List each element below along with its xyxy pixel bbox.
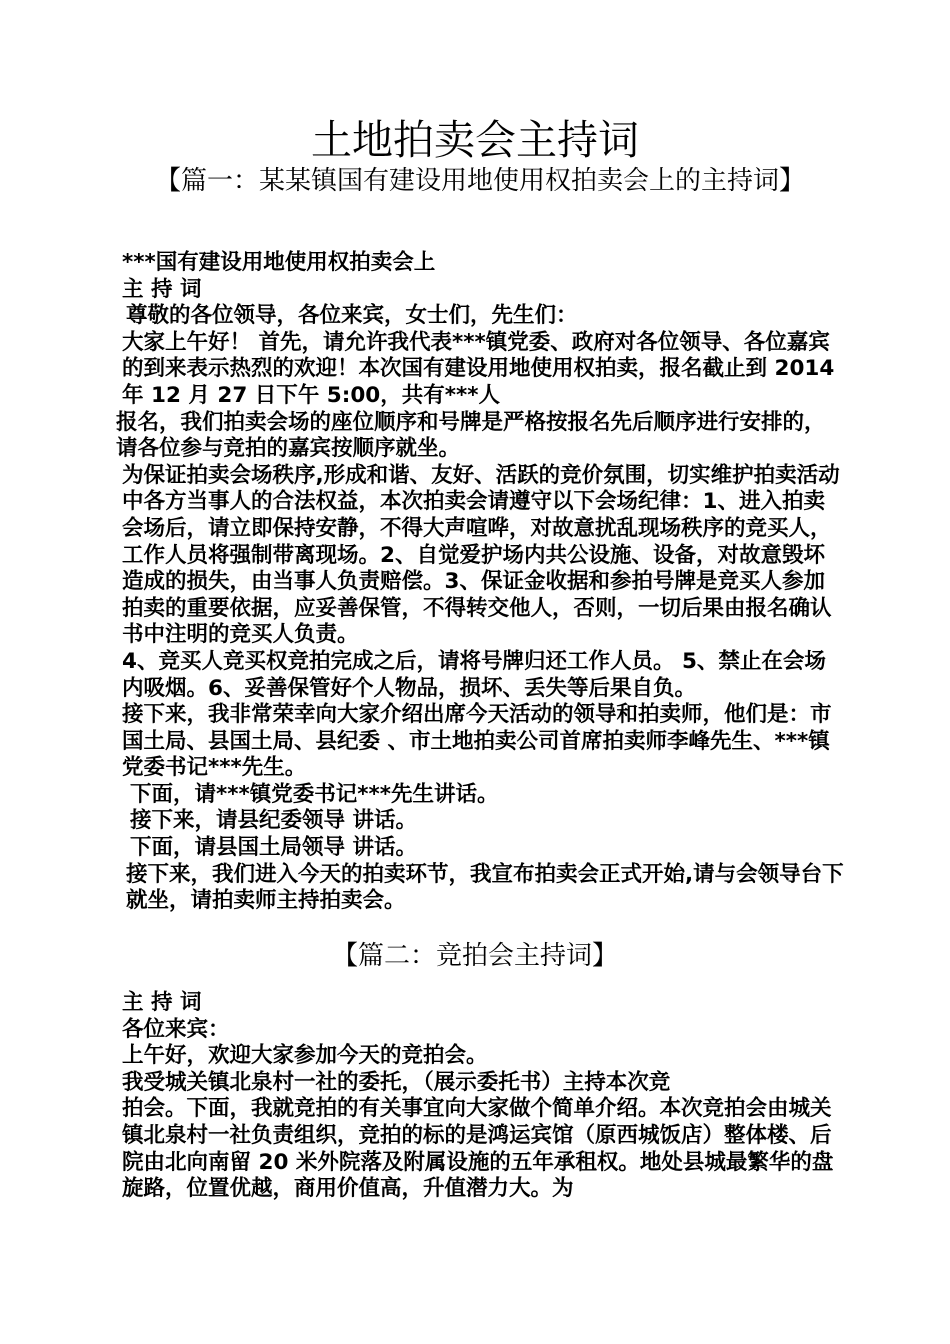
paragraph: 下面，请***镇党委书记***先生讲话。 — [130, 781, 499, 807]
paragraph: 接下来，我们进入今天的拍卖环节，我宣布拍卖会正式开始,请与会领导台下就坐，请拍卖师主持拍卖会。 — [126, 861, 844, 914]
paragraph: 我受城关镇北泉村一社的委托，（展示委托书）主持本次竞 — [122, 1069, 671, 1095]
paragraph: 下面，请县国土局领导 讲话。 — [130, 835, 417, 861]
section2-heading: 【篇二：竞拍会主持词】 — [331, 941, 618, 971]
paragraph: 大家上午好！ 首先，请允许我代表***镇党委、政府对各位领导、各位嘉宾的到来表示热烈的欢迎！本次国有建设用地使用权拍卖，报名截止到 2014 年 12 月 27 日下午 5:00，共有***人 — [122, 329, 835, 408]
section1-heading: 【篇一：某某镇国有建设用地使用权拍卖会上的主持词】 — [154, 166, 805, 196]
paragraph: 主 持 词 — [122, 276, 202, 302]
paragraph: 接下来，请县纪委领导 讲话。 — [130, 808, 417, 834]
paragraph: 上午好，欢迎大家参加今天的竞拍会。 — [122, 1043, 488, 1069]
paragraph: 各位来宾： — [122, 1016, 230, 1042]
paragraph: 接下来，我非常荣幸向大家介绍出席今天活动的领导和拍卖师，他们是：市国土局、县国土局、县纪委 、市土地拍卖公司首席拍卖师李峰先生、***镇党委书记***先生。 — [122, 702, 832, 781]
paragraph: 尊敬的各位领导，各位来宾，女士们，先生们： — [126, 303, 578, 329]
paragraph: 报名，我们拍卖会场的座位顺序和号牌是严格按报名先后顺序进行安排的，请各位参与竞拍的嘉宾按顺序就坐。 — [116, 409, 826, 462]
document-title: 土地拍卖会主持词 — [311, 116, 639, 164]
section1-body — [116, 250, 846, 915]
paragraph: 拍会。下面，我就竞拍的有关事宜向大家做个简单介绍。本次竞拍会由城关镇北泉村一社负责组织，竞拍的标的是鸿运宾馆（原西城饭店）整体楼、后院由北向南留 20 米外院落及附属设施的五年承租权。地处县城最繁华的盘旋路，位置优越，商用价值高，升值潜力大。为 — [122, 1096, 834, 1202]
paragraph: ***国有建设用地使用权拍卖会上 — [122, 250, 436, 275]
paragraph: 主 持 词 — [122, 990, 202, 1015]
paragraph: 为保证拍卖会场秩序,形成和谐、友好、活跃的竞价氛围，切实维护拍卖活动中各方当事人的合法权益，本次拍卖会请遵守以下会场纪律：1、进入拍卖会场后，请立即保持安静，不得大声喧哗，对故意扰乱现场秩序的竞买人，工作人员将强制带离现场。2、自觉爱护场内共公设施、设备，对故意毁坏造成的损失，由当事人负责赔偿。3、保证金收据和参拍号牌是竞买人参加拍卖的重要依据，应妥善保管，不得转交他人，否则，一切后果由报名确认书中注明的竞买人负责。 — [122, 462, 840, 648]
section2-body — [116, 990, 846, 1203]
paragraph: 4、竞买人竞买权竞拍完成之后，请将号牌归还工作人员。 5、禁止在会场内吸烟。6、妥善保管好个人物品，损坏、丢失等后果自负。 — [122, 648, 826, 701]
